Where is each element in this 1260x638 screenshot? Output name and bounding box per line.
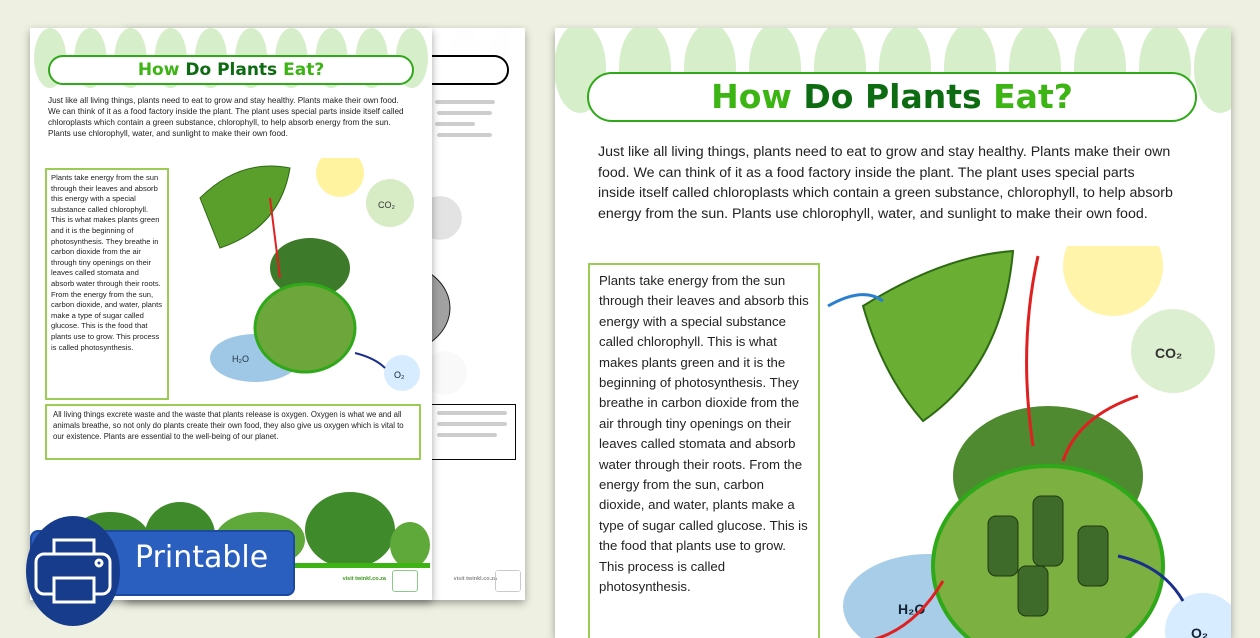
h2o-label: H₂O — [232, 354, 249, 364]
photosynthesis-box: Plants take energy from the sun through their leaves and absorb this energy with a special substance called chlorophyll. This is what makes plants green and it is the beginning of photosynthesis. They breathe in carbon dioxide from the air through tiny openings on their leaves called stomata and absorb water through their roots. From the energy from the sun, carbon dioxide, and water, plants make a type of sugar called glucose. This is the food that plants use to grow. This process is called photosynthesis. — [45, 168, 169, 400]
oxygen-box-placeholder-bw — [430, 404, 516, 460]
worksheet-zoomed — [555, 28, 1231, 638]
intro-paragraph: Just like all living things, plants need to eat to grow and stay healthy. Plants make their own food. We can think of it as a food factory inside the plant. The plant uses special parts inside itself called chloroplasts which contain a green substance, chlorophyll, to help absorb energy from the sun. Plants use chlorophyll, water, and sunlight to make their own food. — [598, 144, 1173, 222]
intro-paragraph: Just like all living things, plants need to eat to grow and stay healthy. Plants make their own food. We can think of it as a food factory inside the plant. The plant uses special parts inside itself called chloroplasts which contain a green substance, chlorophyll, to help absorb energy from the sun. Plants use chlorophyll, water, and sunlight to make their own food. — [48, 96, 404, 138]
worksheet-title — [48, 55, 414, 85]
title-word: Do Plants — [185, 60, 278, 80]
title-word: Eat? — [283, 60, 325, 80]
twinkl-logo — [392, 570, 418, 592]
title-word: How — [137, 60, 180, 80]
photosynthesis-diagram — [823, 246, 1231, 638]
o2-label: O₂ — [1191, 625, 1209, 638]
worksheet-preview-color — [30, 28, 432, 600]
oxygen-box: All living things excrete waste and the waste that plants release is oxygen. Oxygen is what we and all animals breathe, so not only do plants create their own food, they also give us oxygen which is vital to our existence. Plants are essential to the well-being of our planet. — [45, 404, 421, 460]
co2-label: CO₂ — [1155, 345, 1183, 361]
printable-label: Printable — [135, 540, 269, 575]
footer-url: visit twinkl.co.za — [342, 576, 386, 582]
twinkl-logo — [495, 570, 521, 592]
photosynthesis-diagram — [180, 158, 420, 403]
title-word: How — [711, 77, 792, 116]
printer-icon — [26, 516, 120, 626]
co2-label: CO₂ — [378, 200, 395, 210]
printer-icon-circle — [26, 516, 120, 626]
h2o-label: H₂O — [898, 601, 926, 617]
photosynthesis-box: Plants take energy from the sun through their leaves and absorb this energy with a special substance called chlorophyll. This is what makes plants green and it is the beginning of photosynthesis. They breathe in carbon dioxide from the air through tiny openings on their leaves called stomata and absorb water through their roots. From the energy from the sun, carbon dioxide, and water, plants make a type of sugar called glucose. This is the food that plants use to grow. This process is called photosynthesis. — [588, 263, 820, 638]
title-word: Eat? — [993, 77, 1073, 116]
footer-url: visit twinkl.co.za — [453, 576, 497, 582]
worksheet-title — [587, 72, 1197, 122]
o2-label: O₂ — [394, 370, 405, 380]
title-word: Do Plants — [803, 77, 982, 116]
